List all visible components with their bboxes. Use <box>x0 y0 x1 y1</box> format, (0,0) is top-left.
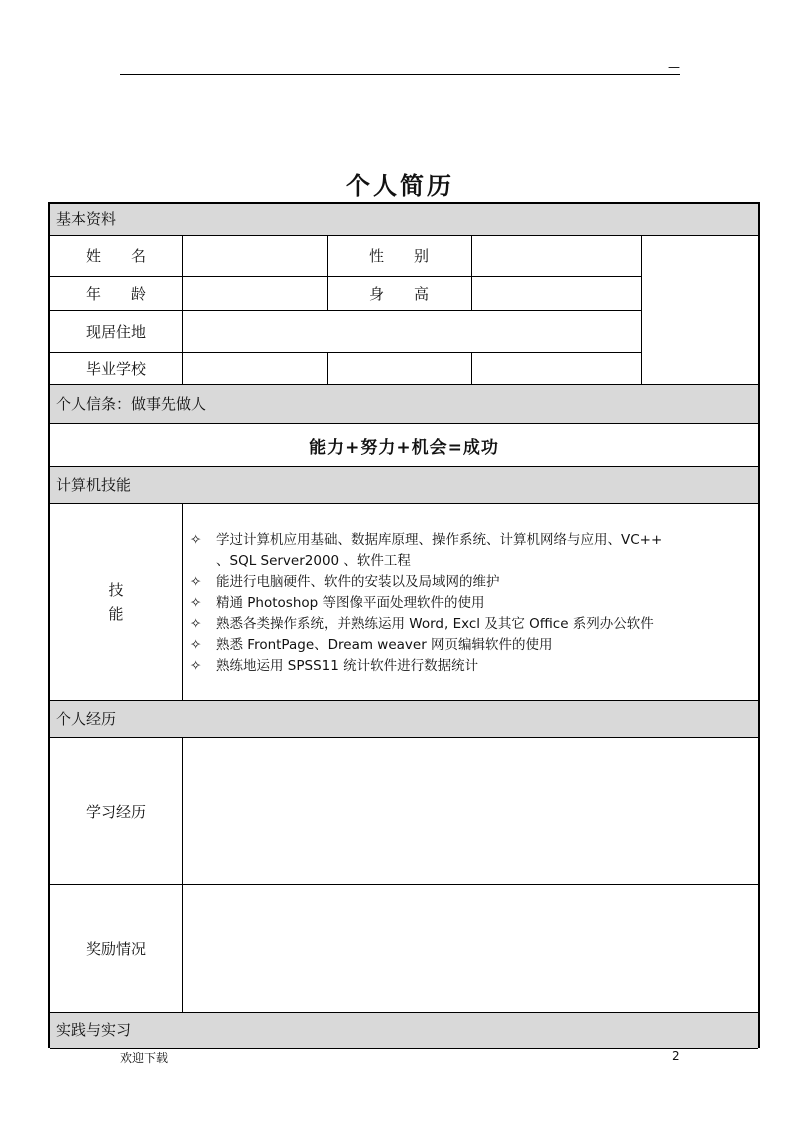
resume-table <box>48 202 760 1048</box>
skills-list <box>190 530 750 677</box>
footer-text: 欢迎下载 <box>120 1051 169 1065</box>
list-item: ✧ 学过计算机应用基础、数据库原理、操作系统、计算机网络与应用、VC++ <box>190 530 750 551</box>
awards-field[interactable] <box>183 885 758 1012</box>
height-label: 身 高 <box>368 284 429 303</box>
diamond-bullet-icon: ✧ <box>190 616 202 632</box>
address-label: 现居住地 <box>85 322 146 341</box>
section-motto: 个人信条：做事先做人 <box>50 385 758 423</box>
diamond-bullet-icon: ✧ <box>190 532 202 548</box>
header-mark: — <box>668 60 680 74</box>
page-title: 个人简历 <box>346 172 454 200</box>
study-history-label: 学习经历 <box>85 802 146 821</box>
list-item: 、SQL Server2000 、软件工程 <box>216 553 411 569</box>
divider <box>182 503 183 700</box>
list-item: ✧ 熟悉各类操作系统，并熟练运用 Word, Excl 及其它 Office 系列办公软件 <box>190 614 750 635</box>
header-rule <box>120 74 680 75</box>
section-computer-skills: 计算机技能 <box>50 467 758 503</box>
photo-box <box>642 235 758 384</box>
address-field[interactable] <box>183 310 641 352</box>
page-number: 2 <box>672 1049 680 1063</box>
height-field[interactable] <box>472 276 641 310</box>
section-basic-info: 基本资料 <box>50 204 758 235</box>
school-label: 毕业学校 <box>85 359 146 378</box>
divider <box>471 352 472 384</box>
motto-text: 能力+努力+机会=成功 <box>309 437 499 458</box>
diamond-bullet-icon: ✧ <box>190 658 202 674</box>
name-label: 姓 名 <box>85 247 146 265</box>
list-item: ✧ 熟悉 FrontPage、Dream weaver 网页编辑软件的使用 <box>190 635 750 656</box>
list-item: ✧ 精通 Photoshop 等图像平面处理软件的使用 <box>190 593 750 614</box>
study-history-field[interactable] <box>183 738 758 884</box>
section-experience: 个人经历 <box>50 701 758 737</box>
divider <box>327 352 328 384</box>
skills-label <box>50 504 182 700</box>
age-field[interactable] <box>183 276 327 310</box>
awards-label: 奖励情况 <box>85 940 146 958</box>
section-practice: 实践与实习 <box>50 1013 758 1048</box>
name-field[interactable] <box>183 235 327 276</box>
list-item: ✧ 能进行电脑硬件、软件的安装以及局域网的维护 <box>190 572 750 593</box>
skills-label-line1: 技 <box>108 581 124 599</box>
age-label: 年 龄 <box>85 284 146 303</box>
school-field[interactable] <box>183 352 327 384</box>
list-item: ✧ 熟练地运用 SPSS11 统计软件进行数据统计 <box>190 656 750 677</box>
gender-field[interactable] <box>472 235 641 276</box>
skills-label-line2: 能 <box>108 605 124 623</box>
diamond-bullet-icon: ✧ <box>190 637 202 653</box>
diamond-bullet-icon: ✧ <box>190 595 202 611</box>
diamond-bullet-icon: ✧ <box>190 574 202 590</box>
gender-label: 性 别 <box>368 247 429 265</box>
